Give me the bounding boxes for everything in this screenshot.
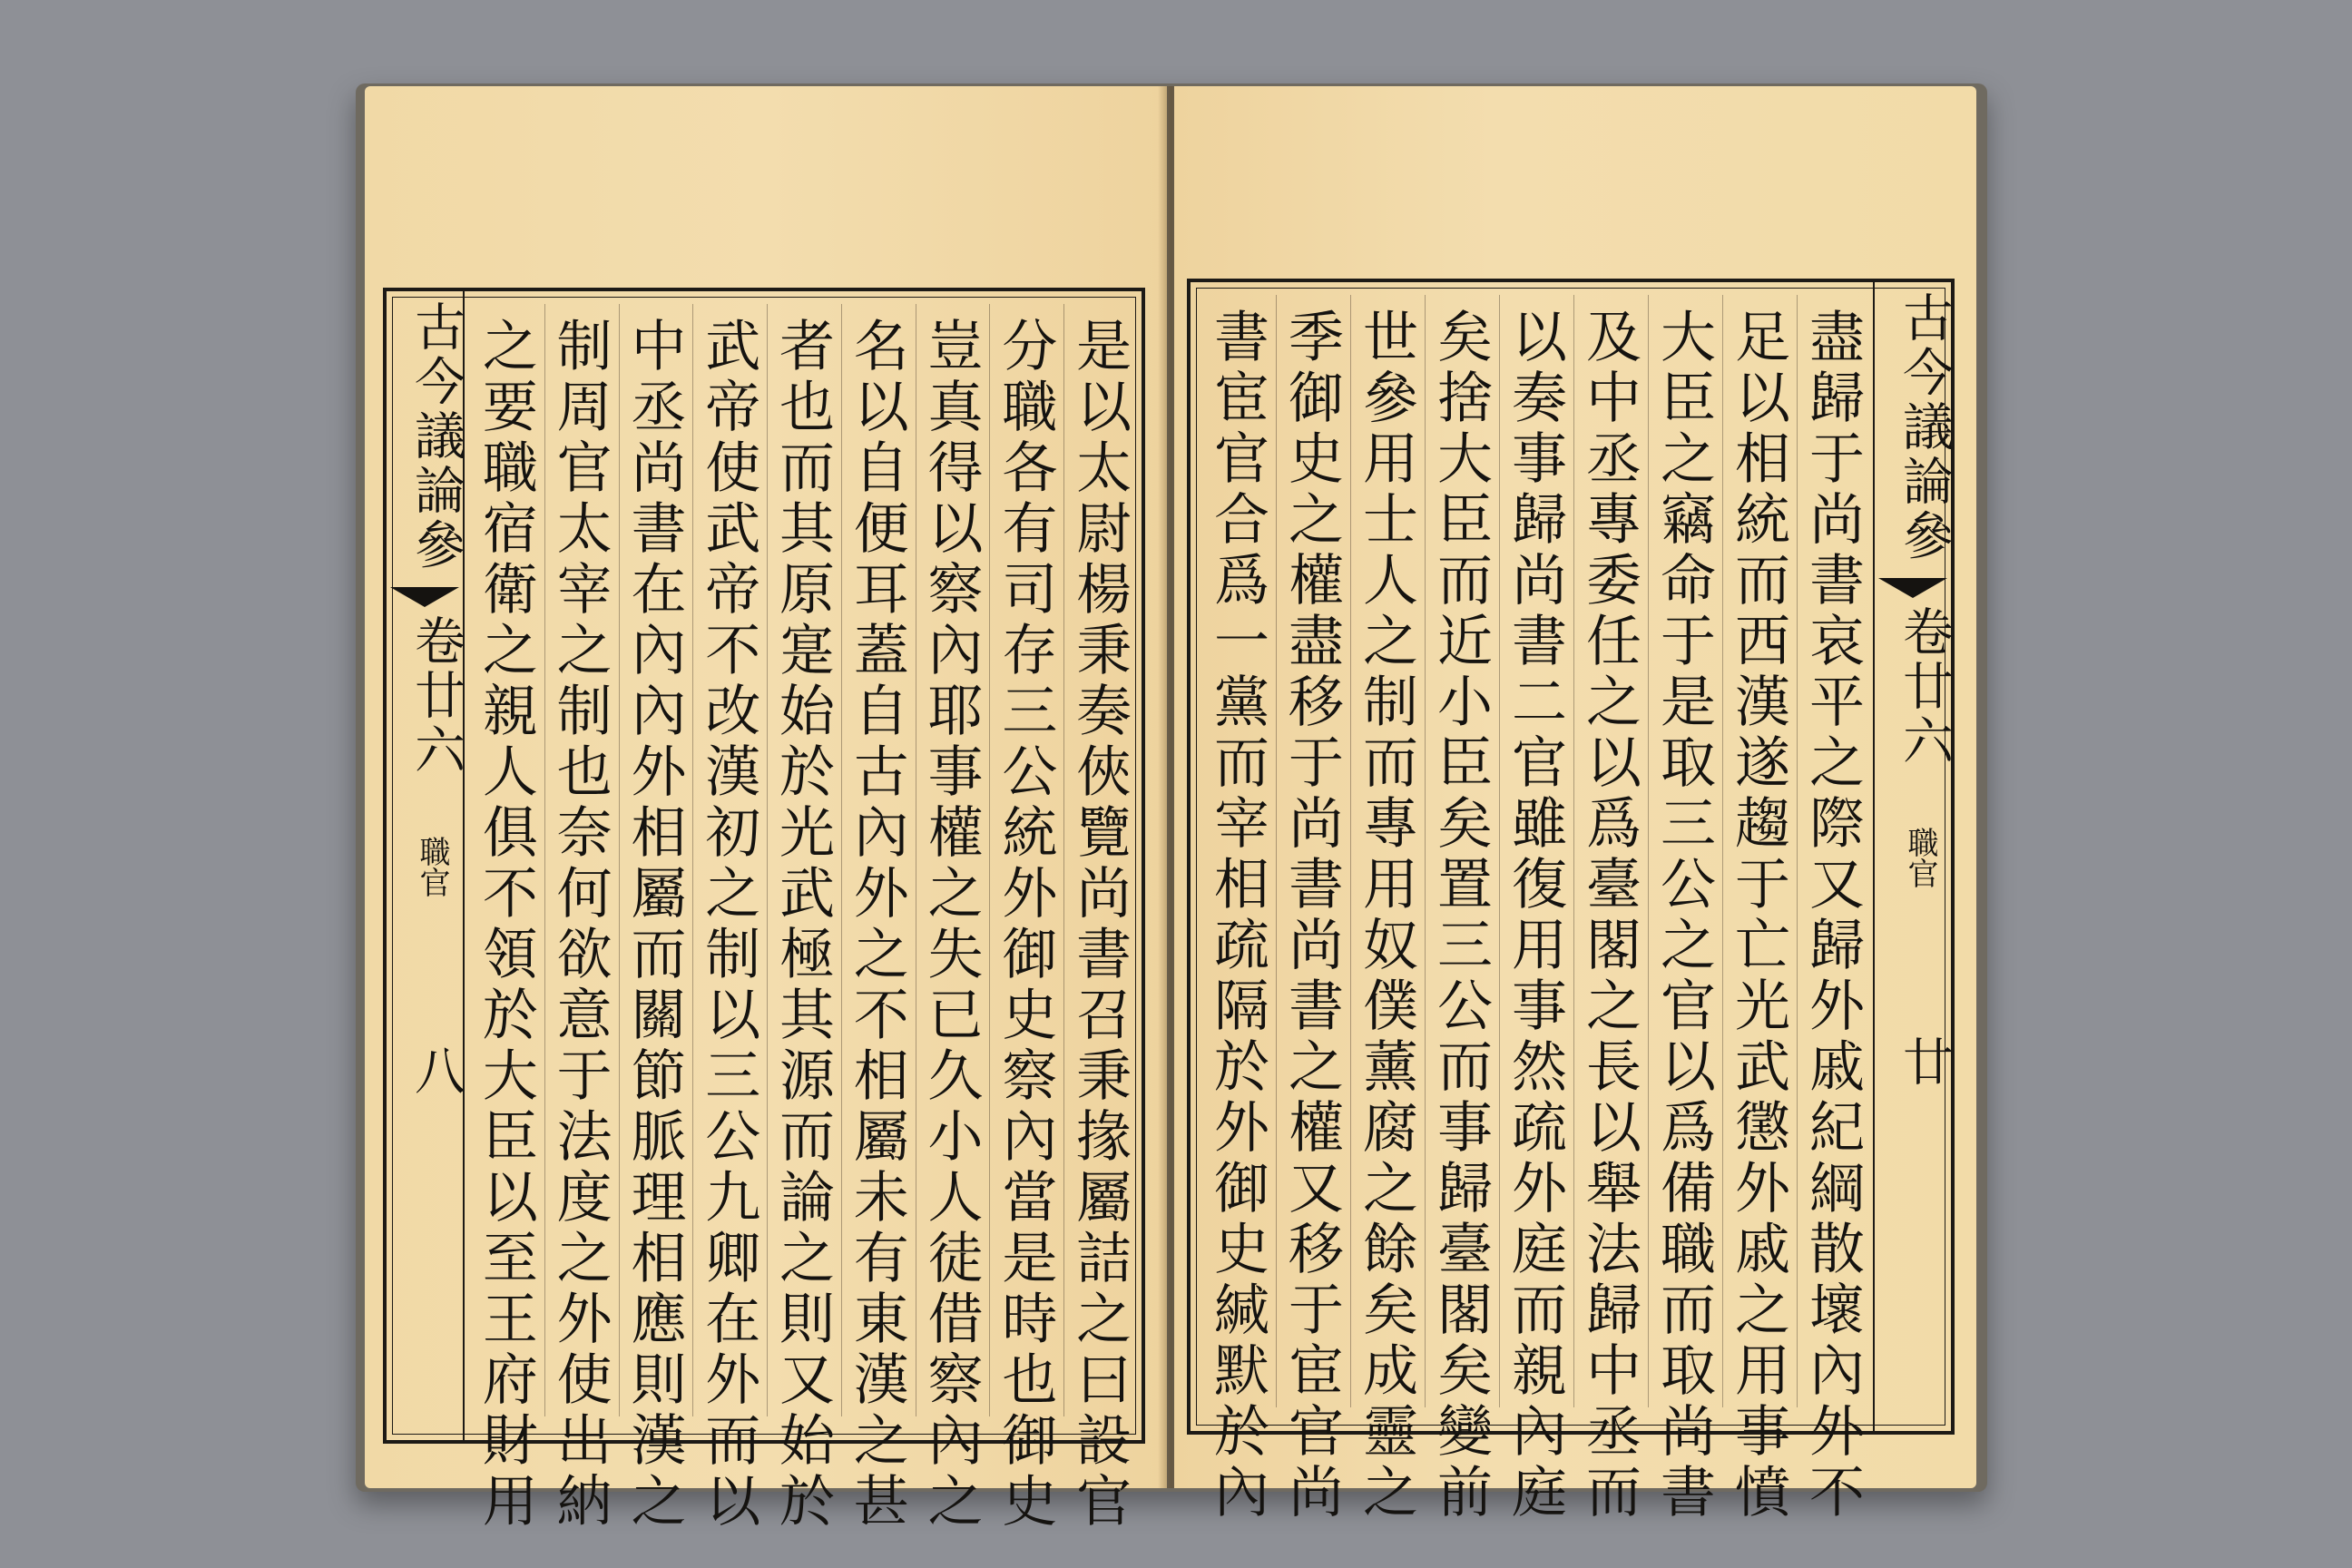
text-column: 豈真得以察內耶事權之失已久小人徒借察內之 <box>918 317 984 1533</box>
text-column: 足以相統而西漢遂趨于亡光武懲外戚之用事憤 <box>1726 308 1790 1524</box>
text-column: 是以太尉楊秉奏俠覽尚書召秉掾屬詰之曰設官 <box>1067 317 1132 1533</box>
column-rule <box>1425 295 1426 1407</box>
column-rule <box>1499 295 1500 1407</box>
left-page-frame <box>383 288 1145 1533</box>
column-rule <box>1722 295 1723 1407</box>
column-rule <box>692 304 693 1416</box>
text-column: 世參用士人之制而專用奴僕薰腐之餘矣成靈之 <box>1354 308 1418 1524</box>
text-column: 分職各有司存三公統外御史察內當是時也御史 <box>993 317 1058 1533</box>
right-margin-column <box>1873 282 1954 1431</box>
text-column: 武帝使武帝不改漢初之制以三公九卿在外而以 <box>696 317 761 1533</box>
text-column: 盡歸于尚書哀平之際又歸外戚紀綱散壞內外不 <box>1800 308 1865 1524</box>
left-page <box>365 86 1167 1533</box>
left-volume-label: 卷廿六 <box>407 614 466 778</box>
text-column: 書宦官合爲一黨而宰相疏隔於外御史緘默於內 <box>1205 308 1269 1524</box>
text-column: 之要職宿衛之親人俱不領於大臣以至王府財用 <box>473 317 538 1533</box>
column-rule <box>544 304 545 1416</box>
text-column: 者也而其原寔始於光武極其源而論之則又始於 <box>770 317 835 1533</box>
column-rule <box>841 304 842 1416</box>
text-column: 季御史之權盡移于尚書尚書之權又移于宦官尚 <box>1279 308 1344 1524</box>
fishtail-mark-icon <box>1878 578 1947 598</box>
left-book-title: 古今議論參 <box>407 300 466 573</box>
left-page-number: 八 <box>407 1044 466 1095</box>
column-rule <box>989 304 990 1416</box>
right-page <box>1174 86 1976 1524</box>
column-rule <box>1573 295 1574 1407</box>
text-column: 矣捨大臣而近小臣矣置三公而事歸臺閣矣變前 <box>1428 308 1493 1524</box>
left-margin-column <box>387 291 465 1440</box>
right-page-frame <box>1187 279 1955 1524</box>
column-rule <box>1350 295 1351 1407</box>
fishtail-mark-icon <box>390 587 459 607</box>
column-rule <box>1648 295 1649 1407</box>
right-page-number: 廿 <box>1895 1035 1954 1086</box>
text-column: 制周官太宰之制也奈何欲意于法度之外使出納 <box>547 317 612 1533</box>
right-volume-label: 卷廿六 <box>1895 605 1954 769</box>
text-column: 以奏事歸尚書二官雖復用事然疏外庭而親內庭 <box>1503 308 1567 1524</box>
text-column: 及中丞專委任之以爲臺閣之長以舉法歸中丞而 <box>1577 308 1642 1524</box>
text-column: 大臣之竊命于是取三公之官以爲備職而取尚書 <box>1651 308 1716 1524</box>
left-section-label: 職官 <box>414 836 450 897</box>
text-column: 名以自便耳蓋自古內外之不相屬未有東漢之甚 <box>844 317 909 1533</box>
right-book-title: 古今議論參 <box>1895 291 1954 564</box>
column-rule <box>1797 295 1798 1407</box>
column-rule <box>767 304 768 1416</box>
column-rule <box>1276 295 1277 1407</box>
column-rule <box>619 304 620 1416</box>
column-rule <box>1063 304 1064 1416</box>
text-column: 中丞尚書在內內外相屬而關節脈理相應則漢之 <box>622 317 687 1533</box>
right-section-label: 職官 <box>1902 827 1938 888</box>
